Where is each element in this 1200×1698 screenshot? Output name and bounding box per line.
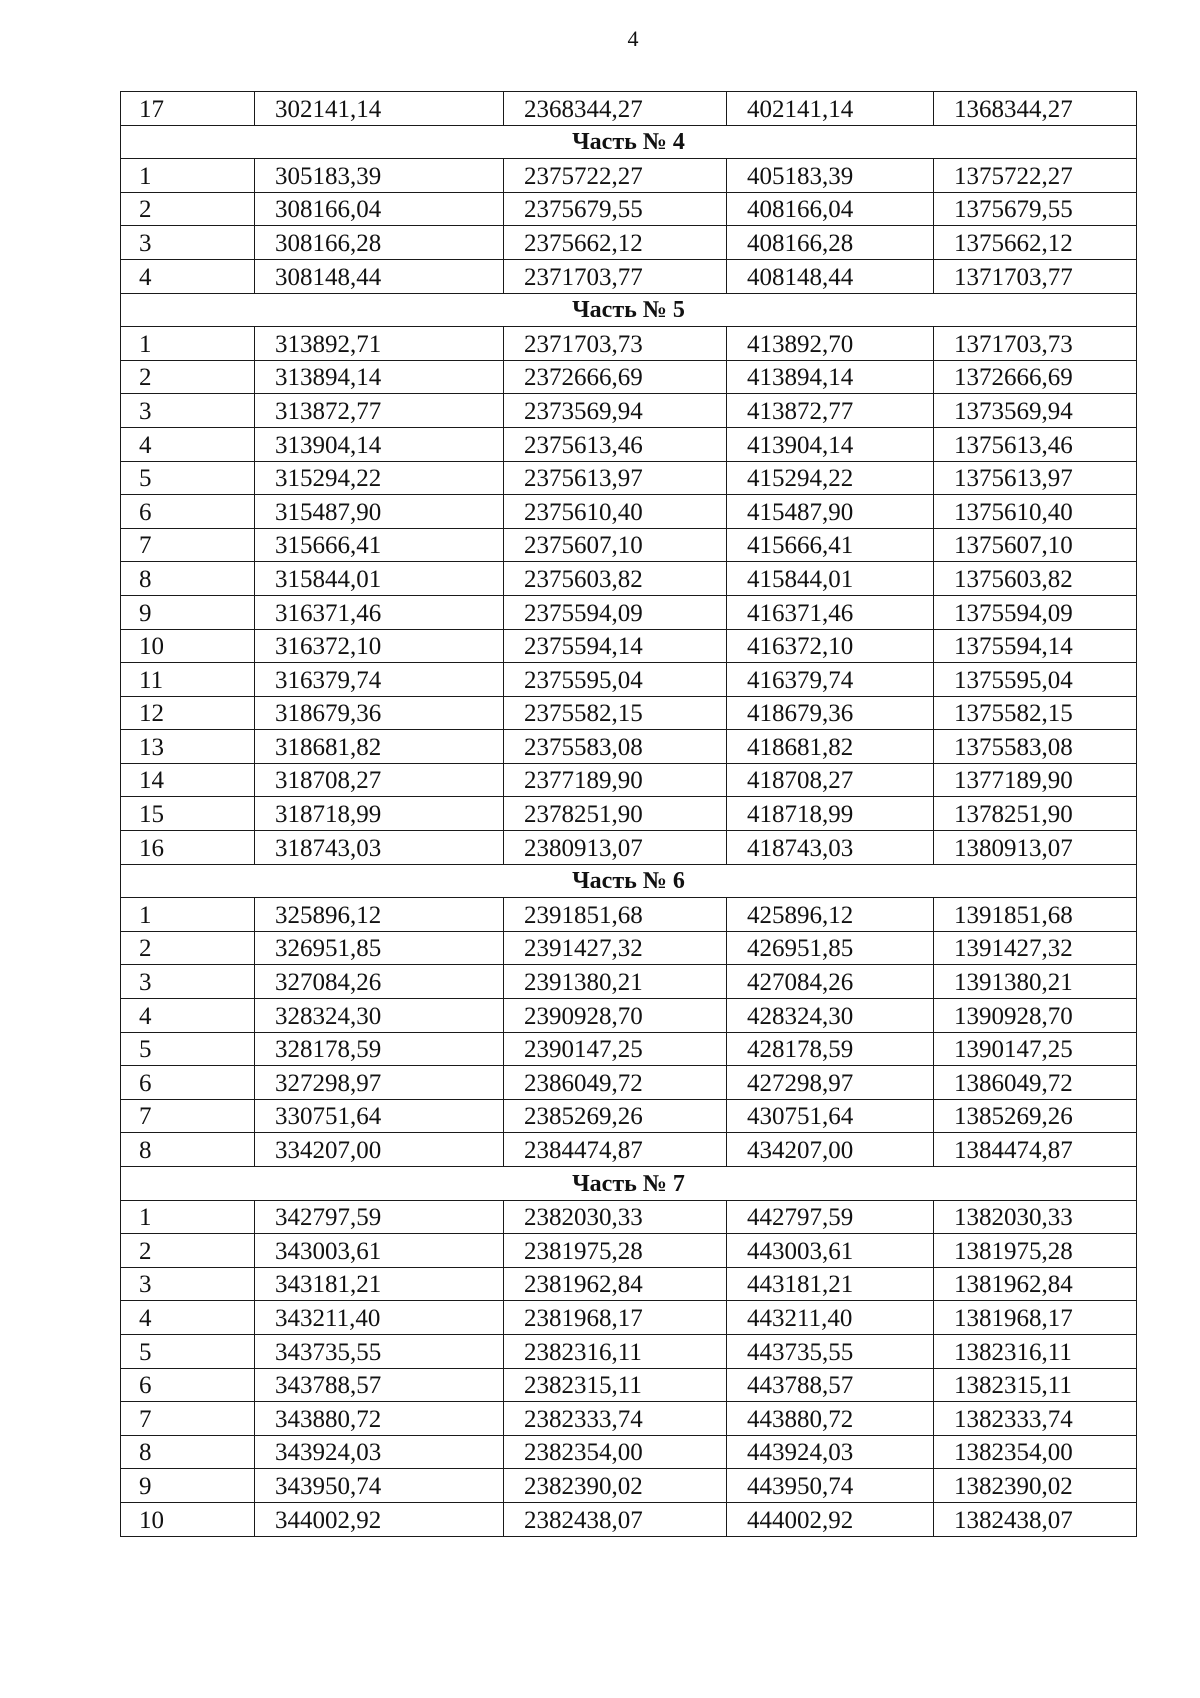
y-local-coordinate-cell: 1373569,94 bbox=[934, 394, 1137, 428]
x-local-coordinate-cell: 443735,55 bbox=[727, 1334, 934, 1368]
y-coordinate-cell: 2371703,77 bbox=[504, 259, 727, 293]
x-local-coordinate-cell: 418718,99 bbox=[727, 797, 934, 831]
table-row bbox=[121, 327, 1137, 361]
y-local-coordinate-cell: 1375594,14 bbox=[934, 629, 1137, 663]
x-local-coordinate-cell: 443181,21 bbox=[727, 1267, 934, 1301]
y-local-coordinate-cell: 1375613,46 bbox=[934, 427, 1137, 461]
point-number-cell: 5 bbox=[121, 1334, 255, 1368]
table-row bbox=[121, 965, 1137, 999]
x-local-coordinate-cell: 427084,26 bbox=[727, 965, 934, 999]
point-number-cell: 6 bbox=[121, 495, 255, 529]
y-coordinate-cell: 2381975,28 bbox=[504, 1234, 727, 1268]
y-coordinate-cell: 2375722,27 bbox=[504, 159, 727, 193]
y-coordinate-cell: 2375679,55 bbox=[504, 192, 727, 226]
y-coordinate-cell: 2378251,90 bbox=[504, 797, 727, 831]
table-row bbox=[121, 1368, 1137, 1402]
x-coordinate-cell: 334207,00 bbox=[255, 1133, 504, 1167]
point-number-cell: 1 bbox=[121, 159, 255, 193]
x-coordinate-cell: 315666,41 bbox=[255, 528, 504, 562]
point-number-cell: 4 bbox=[121, 1301, 255, 1335]
point-number-cell: 9 bbox=[121, 1469, 255, 1503]
point-number-cell: 5 bbox=[121, 461, 255, 495]
x-local-coordinate-cell: 413872,77 bbox=[727, 394, 934, 428]
point-number-cell: 3 bbox=[121, 965, 255, 999]
y-coordinate-cell: 2390928,70 bbox=[504, 999, 727, 1033]
table-row bbox=[121, 931, 1137, 965]
point-number-cell: 7 bbox=[121, 1099, 255, 1133]
table-row bbox=[121, 1334, 1137, 1368]
point-number-cell: 16 bbox=[121, 831, 255, 865]
y-coordinate-cell: 2375610,40 bbox=[504, 495, 727, 529]
x-coordinate-cell: 305183,39 bbox=[255, 159, 504, 193]
point-number-cell: 6 bbox=[121, 1368, 255, 1402]
section-title: Часть № 5 bbox=[121, 293, 1137, 327]
x-coordinate-cell: 342797,59 bbox=[255, 1200, 504, 1234]
y-local-coordinate-cell: 1380913,07 bbox=[934, 831, 1137, 865]
x-local-coordinate-cell: 418679,36 bbox=[727, 696, 934, 730]
x-local-coordinate-cell: 413892,70 bbox=[727, 327, 934, 361]
x-local-coordinate-cell: 416372,10 bbox=[727, 629, 934, 663]
x-coordinate-cell: 318743,03 bbox=[255, 831, 504, 865]
y-local-coordinate-cell: 1375662,12 bbox=[934, 226, 1137, 260]
x-coordinate-cell: 313894,14 bbox=[255, 360, 504, 394]
y-coordinate-cell: 2375613,46 bbox=[504, 427, 727, 461]
y-coordinate-cell: 2375603,82 bbox=[504, 562, 727, 596]
table-row bbox=[121, 92, 1137, 126]
y-local-coordinate-cell: 1381962,84 bbox=[934, 1267, 1137, 1301]
y-local-coordinate-cell: 1391851,68 bbox=[934, 898, 1137, 932]
x-local-coordinate-cell: 415844,01 bbox=[727, 562, 934, 596]
x-local-coordinate-cell: 405183,39 bbox=[727, 159, 934, 193]
y-coordinate-cell: 2375594,09 bbox=[504, 595, 727, 629]
point-number-cell: 3 bbox=[121, 394, 255, 428]
x-coordinate-cell: 344002,92 bbox=[255, 1502, 504, 1536]
y-coordinate-cell: 2372666,69 bbox=[504, 360, 727, 394]
x-coordinate-cell: 313892,71 bbox=[255, 327, 504, 361]
x-coordinate-cell: 318708,27 bbox=[255, 763, 504, 797]
y-local-coordinate-cell: 1384474,87 bbox=[934, 1133, 1137, 1167]
x-local-coordinate-cell: 425896,12 bbox=[727, 898, 934, 932]
table-row bbox=[121, 1133, 1137, 1167]
y-coordinate-cell: 2391851,68 bbox=[504, 898, 727, 932]
table-row bbox=[121, 999, 1137, 1033]
point-number-cell: 12 bbox=[121, 696, 255, 730]
y-local-coordinate-cell: 1382030,33 bbox=[934, 1200, 1137, 1234]
table-row bbox=[121, 259, 1137, 293]
table-row bbox=[121, 1435, 1137, 1469]
point-number-cell: 1 bbox=[121, 1200, 255, 1234]
x-local-coordinate-cell: 416379,74 bbox=[727, 663, 934, 697]
y-local-coordinate-cell: 1375613,97 bbox=[934, 461, 1137, 495]
table-row bbox=[121, 1066, 1137, 1100]
point-number-cell: 7 bbox=[121, 528, 255, 562]
x-coordinate-cell: 318679,36 bbox=[255, 696, 504, 730]
x-local-coordinate-cell: 418681,82 bbox=[727, 730, 934, 764]
x-coordinate-cell: 315844,01 bbox=[255, 562, 504, 596]
section-header-row bbox=[121, 293, 1137, 327]
x-coordinate-cell: 308148,44 bbox=[255, 259, 504, 293]
x-coordinate-cell: 343950,74 bbox=[255, 1469, 504, 1503]
y-coordinate-cell: 2386049,72 bbox=[504, 1066, 727, 1100]
table-row bbox=[121, 394, 1137, 428]
table-row bbox=[121, 159, 1137, 193]
x-coordinate-cell: 302141,14 bbox=[255, 92, 504, 126]
table-row bbox=[121, 1267, 1137, 1301]
y-local-coordinate-cell: 1375582,15 bbox=[934, 696, 1137, 730]
point-number-cell: 8 bbox=[121, 1133, 255, 1167]
y-local-coordinate-cell: 1382316,11 bbox=[934, 1334, 1137, 1368]
table-row bbox=[121, 528, 1137, 562]
x-local-coordinate-cell: 418743,03 bbox=[727, 831, 934, 865]
table-row bbox=[121, 898, 1137, 932]
table-row bbox=[121, 461, 1137, 495]
table-row bbox=[121, 763, 1137, 797]
x-local-coordinate-cell: 418708,27 bbox=[727, 763, 934, 797]
table-row bbox=[121, 192, 1137, 226]
table-row bbox=[121, 1200, 1137, 1234]
y-coordinate-cell: 2391380,21 bbox=[504, 965, 727, 999]
x-coordinate-cell: 316371,46 bbox=[255, 595, 504, 629]
y-local-coordinate-cell: 1386049,72 bbox=[934, 1066, 1137, 1100]
x-local-coordinate-cell: 430751,64 bbox=[727, 1099, 934, 1133]
y-coordinate-cell: 2371703,73 bbox=[504, 327, 727, 361]
point-number-cell: 13 bbox=[121, 730, 255, 764]
x-coordinate-cell: 318718,99 bbox=[255, 797, 504, 831]
table-row bbox=[121, 1301, 1137, 1335]
x-coordinate-cell: 343181,21 bbox=[255, 1267, 504, 1301]
x-coordinate-cell: 328324,30 bbox=[255, 999, 504, 1033]
y-local-coordinate-cell: 1375595,04 bbox=[934, 663, 1137, 697]
section-header-row bbox=[121, 125, 1137, 159]
x-coordinate-cell: 343735,55 bbox=[255, 1334, 504, 1368]
y-local-coordinate-cell: 1375610,40 bbox=[934, 495, 1137, 529]
y-coordinate-cell: 2382438,07 bbox=[504, 1502, 727, 1536]
x-local-coordinate-cell: 415487,90 bbox=[727, 495, 934, 529]
x-local-coordinate-cell: 426951,85 bbox=[727, 931, 934, 965]
point-number-cell: 14 bbox=[121, 763, 255, 797]
table-row bbox=[121, 360, 1137, 394]
x-coordinate-cell: 343924,03 bbox=[255, 1435, 504, 1469]
y-local-coordinate-cell: 1378251,90 bbox=[934, 797, 1137, 831]
table-row bbox=[121, 696, 1137, 730]
x-local-coordinate-cell: 402141,14 bbox=[727, 92, 934, 126]
y-local-coordinate-cell: 1391380,21 bbox=[934, 965, 1137, 999]
x-coordinate-cell: 327298,97 bbox=[255, 1066, 504, 1100]
point-number-cell: 1 bbox=[121, 327, 255, 361]
y-local-coordinate-cell: 1390928,70 bbox=[934, 999, 1137, 1033]
section-header-row bbox=[121, 864, 1137, 898]
section-title: Часть № 7 bbox=[121, 1167, 1137, 1201]
x-coordinate-cell: 318681,82 bbox=[255, 730, 504, 764]
table-row bbox=[121, 595, 1137, 629]
point-number-cell: 4 bbox=[121, 427, 255, 461]
y-local-coordinate-cell: 1375607,10 bbox=[934, 528, 1137, 562]
table-row bbox=[121, 1402, 1137, 1436]
x-local-coordinate-cell: 416371,46 bbox=[727, 595, 934, 629]
section-header-row bbox=[121, 1167, 1137, 1201]
point-number-cell: 8 bbox=[121, 1435, 255, 1469]
y-coordinate-cell: 2382354,00 bbox=[504, 1435, 727, 1469]
y-local-coordinate-cell: 1382438,07 bbox=[934, 1502, 1137, 1536]
table-row bbox=[121, 1234, 1137, 1268]
x-local-coordinate-cell: 444002,92 bbox=[727, 1502, 934, 1536]
x-local-coordinate-cell: 415294,22 bbox=[727, 461, 934, 495]
y-coordinate-cell: 2375595,04 bbox=[504, 663, 727, 697]
y-coordinate-cell: 2368344,27 bbox=[504, 92, 727, 126]
x-local-coordinate-cell: 428178,59 bbox=[727, 1032, 934, 1066]
y-coordinate-cell: 2382315,11 bbox=[504, 1368, 727, 1402]
y-coordinate-cell: 2380913,07 bbox=[504, 831, 727, 865]
y-local-coordinate-cell: 1371703,73 bbox=[934, 327, 1137, 361]
table-row bbox=[121, 831, 1137, 865]
point-number-cell: 17 bbox=[121, 92, 255, 126]
table-row bbox=[121, 730, 1137, 764]
y-local-coordinate-cell: 1375679,55 bbox=[934, 192, 1137, 226]
y-local-coordinate-cell: 1368344,27 bbox=[934, 92, 1137, 126]
y-coordinate-cell: 2373569,94 bbox=[504, 394, 727, 428]
point-number-cell: 2 bbox=[121, 192, 255, 226]
table-row bbox=[121, 1099, 1137, 1133]
y-local-coordinate-cell: 1381968,17 bbox=[934, 1301, 1137, 1335]
y-coordinate-cell: 2375613,97 bbox=[504, 461, 727, 495]
point-number-cell: 15 bbox=[121, 797, 255, 831]
x-coordinate-cell: 330751,64 bbox=[255, 1099, 504, 1133]
x-local-coordinate-cell: 408148,44 bbox=[727, 259, 934, 293]
y-coordinate-cell: 2381962,84 bbox=[504, 1267, 727, 1301]
table-row bbox=[121, 226, 1137, 260]
table-row bbox=[121, 562, 1137, 596]
table-row bbox=[121, 629, 1137, 663]
point-number-cell: 10 bbox=[121, 629, 255, 663]
y-local-coordinate-cell: 1385269,26 bbox=[934, 1099, 1137, 1133]
point-number-cell: 10 bbox=[121, 1502, 255, 1536]
point-number-cell: 9 bbox=[121, 595, 255, 629]
table-row bbox=[121, 1469, 1137, 1503]
y-local-coordinate-cell: 1375594,09 bbox=[934, 595, 1137, 629]
x-coordinate-cell: 326951,85 bbox=[255, 931, 504, 965]
y-local-coordinate-cell: 1390147,25 bbox=[934, 1032, 1137, 1066]
y-coordinate-cell: 2382390,02 bbox=[504, 1469, 727, 1503]
section-title: Часть № 4 bbox=[121, 125, 1137, 159]
x-local-coordinate-cell: 443924,03 bbox=[727, 1435, 934, 1469]
y-coordinate-cell: 2375583,08 bbox=[504, 730, 727, 764]
y-coordinate-cell: 2381968,17 bbox=[504, 1301, 727, 1335]
y-local-coordinate-cell: 1375603,82 bbox=[934, 562, 1137, 596]
x-local-coordinate-cell: 408166,04 bbox=[727, 192, 934, 226]
y-local-coordinate-cell: 1382354,00 bbox=[934, 1435, 1137, 1469]
x-local-coordinate-cell: 442797,59 bbox=[727, 1200, 934, 1234]
x-local-coordinate-cell: 443788,57 bbox=[727, 1368, 934, 1402]
x-coordinate-cell: 343788,57 bbox=[255, 1368, 504, 1402]
page-number: 4 bbox=[627, 26, 639, 51]
x-local-coordinate-cell: 443211,40 bbox=[727, 1301, 934, 1335]
y-coordinate-cell: 2375662,12 bbox=[504, 226, 727, 260]
y-local-coordinate-cell: 1391427,32 bbox=[934, 931, 1137, 965]
point-number-cell: 8 bbox=[121, 562, 255, 596]
point-number-cell: 4 bbox=[121, 999, 255, 1033]
x-coordinate-cell: 343003,61 bbox=[255, 1234, 504, 1268]
x-coordinate-cell: 313872,77 bbox=[255, 394, 504, 428]
y-coordinate-cell: 2390147,25 bbox=[504, 1032, 727, 1066]
point-number-cell: 2 bbox=[121, 1234, 255, 1268]
point-number-cell: 7 bbox=[121, 1402, 255, 1436]
x-local-coordinate-cell: 427298,97 bbox=[727, 1066, 934, 1100]
x-coordinate-cell: 313904,14 bbox=[255, 427, 504, 461]
y-local-coordinate-cell: 1382390,02 bbox=[934, 1469, 1137, 1503]
table-row bbox=[121, 1032, 1137, 1066]
section-title: Часть № 6 bbox=[121, 864, 1137, 898]
point-number-cell: 6 bbox=[121, 1066, 255, 1100]
point-number-cell: 11 bbox=[121, 663, 255, 697]
x-coordinate-cell: 327084,26 bbox=[255, 965, 504, 999]
y-local-coordinate-cell: 1381975,28 bbox=[934, 1234, 1137, 1268]
x-coordinate-cell: 343880,72 bbox=[255, 1402, 504, 1436]
table-row bbox=[121, 427, 1137, 461]
x-local-coordinate-cell: 443880,72 bbox=[727, 1402, 934, 1436]
x-coordinate-cell: 316379,74 bbox=[255, 663, 504, 697]
y-coordinate-cell: 2382316,11 bbox=[504, 1334, 727, 1368]
x-local-coordinate-cell: 443003,61 bbox=[727, 1234, 934, 1268]
x-coordinate-cell: 315294,22 bbox=[255, 461, 504, 495]
y-coordinate-cell: 2391427,32 bbox=[504, 931, 727, 965]
point-number-cell: 2 bbox=[121, 931, 255, 965]
point-number-cell: 2 bbox=[121, 360, 255, 394]
y-coordinate-cell: 2375594,14 bbox=[504, 629, 727, 663]
x-local-coordinate-cell: 413894,14 bbox=[727, 360, 934, 394]
y-coordinate-cell: 2382333,74 bbox=[504, 1402, 727, 1436]
coordinates-table bbox=[120, 91, 1137, 1537]
y-local-coordinate-cell: 1371703,77 bbox=[934, 259, 1137, 293]
table-row bbox=[121, 797, 1137, 831]
x-local-coordinate-cell: 428324,30 bbox=[727, 999, 934, 1033]
x-local-coordinate-cell: 434207,00 bbox=[727, 1133, 934, 1167]
x-coordinate-cell: 308166,04 bbox=[255, 192, 504, 226]
table-row bbox=[121, 495, 1137, 529]
x-coordinate-cell: 316372,10 bbox=[255, 629, 504, 663]
x-coordinate-cell: 315487,90 bbox=[255, 495, 504, 529]
y-local-coordinate-cell: 1382315,11 bbox=[934, 1368, 1137, 1402]
x-coordinate-cell: 325896,12 bbox=[255, 898, 504, 932]
x-local-coordinate-cell: 415666,41 bbox=[727, 528, 934, 562]
x-coordinate-cell: 308166,28 bbox=[255, 226, 504, 260]
table-row bbox=[121, 663, 1137, 697]
y-coordinate-cell: 2384474,87 bbox=[504, 1133, 727, 1167]
x-coordinate-cell: 343211,40 bbox=[255, 1301, 504, 1335]
point-number-cell: 3 bbox=[121, 226, 255, 260]
y-local-coordinate-cell: 1372666,69 bbox=[934, 360, 1137, 394]
x-coordinate-cell: 328178,59 bbox=[255, 1032, 504, 1066]
y-coordinate-cell: 2385269,26 bbox=[504, 1099, 727, 1133]
x-local-coordinate-cell: 408166,28 bbox=[727, 226, 934, 260]
table-row bbox=[121, 1502, 1137, 1536]
y-local-coordinate-cell: 1375583,08 bbox=[934, 730, 1137, 764]
y-local-coordinate-cell: 1377189,90 bbox=[934, 763, 1137, 797]
table-body bbox=[121, 92, 1137, 1537]
x-local-coordinate-cell: 443950,74 bbox=[727, 1469, 934, 1503]
y-coordinate-cell: 2375582,15 bbox=[504, 696, 727, 730]
y-coordinate-cell: 2375607,10 bbox=[504, 528, 727, 562]
point-number-cell: 5 bbox=[121, 1032, 255, 1066]
y-coordinate-cell: 2382030,33 bbox=[504, 1200, 727, 1234]
y-coordinate-cell: 2377189,90 bbox=[504, 763, 727, 797]
x-local-coordinate-cell: 413904,14 bbox=[727, 427, 934, 461]
point-number-cell: 1 bbox=[121, 898, 255, 932]
point-number-cell: 4 bbox=[121, 259, 255, 293]
y-local-coordinate-cell: 1382333,74 bbox=[934, 1402, 1137, 1436]
y-local-coordinate-cell: 1375722,27 bbox=[934, 159, 1137, 193]
point-number-cell: 3 bbox=[121, 1267, 255, 1301]
